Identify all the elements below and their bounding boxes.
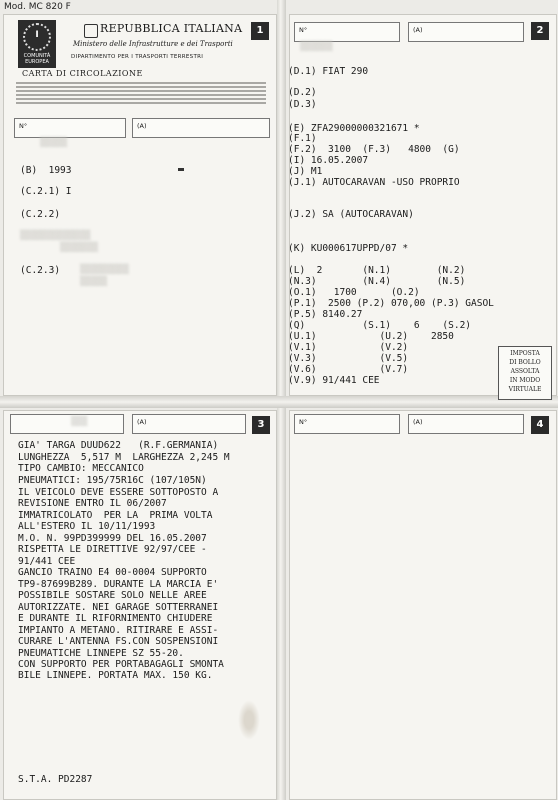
stamp-line-1: IMPOSTA bbox=[510, 350, 540, 357]
field-D1: (D.1) FIAT 290 bbox=[288, 66, 369, 77]
field-D2: (D.2) bbox=[288, 87, 317, 98]
redacted-text: ▒▒▒▒▒ bbox=[80, 277, 108, 287]
stamp-line-2: DI BOLLO bbox=[509, 359, 541, 366]
plate-box bbox=[132, 414, 246, 434]
note-line: CURARE L'ANTENNA FS.CON SOSPENSIONI bbox=[18, 636, 219, 647]
field-P1-P2-P3: (P.1) 2500 (P.2) 070,00 (P.3) GASOL bbox=[288, 298, 494, 309]
registration-number-box bbox=[10, 414, 124, 434]
redacted-text: ▒▒▒▒▒▒▒▒▒ bbox=[80, 265, 129, 275]
plate-box bbox=[408, 414, 524, 434]
note-line: CON SUPPORTO PER PORTABAGAGLI SMONTA bbox=[18, 659, 224, 670]
republic-emblem-icon bbox=[84, 24, 98, 38]
field-J: (J) M1 bbox=[288, 166, 323, 177]
field-C22: (C.2.2) bbox=[20, 209, 61, 220]
field-K: (K) KU000617UPPD/07 * bbox=[288, 243, 409, 254]
document-title: CARTA DI CIRCOLAZIONE bbox=[22, 69, 143, 78]
note-line: GIA' TARGA DUUD622 (R.F.GERMANIA) bbox=[18, 440, 219, 451]
note-line: RISPETTA LE DIRETTIVE 92/97/CEE - bbox=[18, 544, 207, 555]
note-line: IMMATRICOLATO PER LA PRIMA VOLTA bbox=[18, 510, 213, 521]
box-a-label: (A) bbox=[413, 26, 423, 34]
plate-box bbox=[408, 22, 524, 42]
redacted-text: ▒▒▒▒▒▒ bbox=[300, 42, 333, 52]
note-line: 91/441 CEE bbox=[18, 556, 76, 567]
stamp-line-5: VIRTUALE bbox=[508, 386, 542, 393]
field-L-N1-N2: (L) 2 (N.1) (N.2) bbox=[288, 265, 466, 276]
note-line: REVISIONE ENTRO IL 06/2007 bbox=[18, 498, 167, 509]
horizontal-fold bbox=[0, 396, 558, 408]
note-line: POSSIBILE SOSTARE SOLO NELLE AREE bbox=[18, 590, 207, 601]
field-J1: (J.1) AUTOCARAVAN -USO PROPRIO bbox=[288, 177, 460, 188]
redacted-text: ▒▒▒ bbox=[71, 417, 88, 427]
note-line: TIPO CAMBIO: MECCANICO bbox=[18, 463, 144, 474]
redacted-text: ▒▒▒▒▒▒▒ bbox=[60, 243, 98, 253]
box-a-label: (A) bbox=[137, 122, 147, 130]
note-line: AUTORIZZATE. NEI GARAGE SOTTERRANEI bbox=[18, 602, 219, 613]
department-title: DIPARTIMENTO PER I TRASPORTI TERRESTRI bbox=[71, 54, 204, 60]
panel-number-3: 3 bbox=[252, 416, 270, 434]
note-line: BILE LINNEPE. PORTATA MAX. 150 KG. bbox=[18, 670, 213, 681]
redacted-text: ▒▒▒▒▒ bbox=[40, 138, 68, 148]
note-line: IL VEICOLO DEVE ESSERE SOTTOPOSTO A bbox=[18, 487, 219, 498]
field-D3: (D.3) bbox=[288, 99, 317, 110]
field-U1-U2: (U.1) (U.2) 2850 bbox=[288, 331, 454, 342]
stamp-line-3: ASSOLTA bbox=[510, 368, 540, 375]
note-line: ALL'ESTERO IL 10/11/1993 bbox=[18, 521, 156, 532]
panel-4 bbox=[289, 410, 557, 800]
eu-label-line-1: COMUNITÀ bbox=[23, 53, 51, 59]
field-N3-N4-N5: (N.3) (N.4) (N.5) bbox=[288, 276, 466, 287]
panel-number-4: 4 bbox=[531, 416, 549, 434]
panel-number-2: 2 bbox=[531, 22, 549, 40]
note-line: LUNGHEZZA 5,517 M LARGHEZZA 2,245 M bbox=[18, 452, 230, 463]
note-line: PNEUMATICI: 195/75R16C (107/105N) bbox=[18, 475, 207, 486]
field-P5: (P.5) 8140.27 bbox=[288, 309, 363, 320]
box-a-label: (A) bbox=[137, 418, 147, 426]
eu-country-code: I bbox=[35, 30, 39, 40]
field-C23: (C.2.3) bbox=[20, 265, 61, 276]
form-code: Mod. MC 820 F bbox=[4, 2, 71, 12]
field-J2: (J.2) SA (AUTOCARAVAN) bbox=[288, 209, 414, 220]
box-no-label: N° bbox=[299, 418, 308, 426]
field-V1-V2: (V.1) (V.2) bbox=[288, 342, 409, 353]
field-C21: (C.2.1) I bbox=[20, 186, 72, 197]
field-V6-V7: (V.6) (V.7) bbox=[288, 364, 409, 375]
field-E: (E) ZFA29000000321671 * bbox=[288, 123, 420, 134]
plate-box bbox=[132, 118, 270, 138]
registration-number-box bbox=[14, 118, 126, 138]
legal-fine-print bbox=[16, 80, 266, 106]
field-O1-O2: (O.1) 1700 (O.2) bbox=[288, 287, 420, 298]
stamp-duty-seal bbox=[498, 346, 552, 400]
panel-number-1: 1 bbox=[251, 22, 269, 40]
field-V3-V5: (V.3) (V.5) bbox=[288, 353, 409, 364]
note-line: TP9-87699B289. DURANTE LA MARCIA E' bbox=[18, 579, 219, 590]
note-line: PNEUMATICHE LINNEPE SZ 55-20. bbox=[18, 648, 184, 659]
sta-code: S.T.A. PD2287 bbox=[18, 774, 93, 785]
eu-flag-icon bbox=[18, 20, 56, 68]
box-a-label: (A) bbox=[413, 418, 423, 426]
ministry-title: Ministero delle Infrastrutture e dei Trasporti bbox=[73, 40, 233, 48]
field-B: (B) 1993 bbox=[20, 165, 72, 176]
box-no-label: N° bbox=[19, 122, 28, 130]
field-I: (I) 16.05.2007 bbox=[288, 155, 369, 166]
note-line: E DURANTE IL RIFORNIMENTO CHIUDERE bbox=[18, 613, 213, 624]
registration-number-box bbox=[294, 414, 400, 434]
note-line: GANCIO TRAINO E4 00-0004 SUPPORTO bbox=[18, 567, 207, 578]
redacted-text: ▒▒▒▒▒▒▒▒▒▒▒▒▒ bbox=[20, 231, 91, 241]
field-Q-S1-S2: (Q) (S.1) 6 (S.2) bbox=[288, 320, 472, 331]
note-line: IMPIANTO A METANO. RITIRARE E ASSI- bbox=[18, 625, 219, 636]
registration-number-box bbox=[294, 22, 400, 42]
paper-scuff bbox=[238, 700, 260, 740]
note-line: M.O. N. 99PD399999 DEL 16.05.2007 bbox=[18, 533, 207, 544]
field-V9: (V.9) 91/441 CEE bbox=[288, 375, 380, 386]
republic-title: REPUBBLICA ITALIANA bbox=[100, 22, 243, 35]
field-F1: (F.1) bbox=[288, 133, 317, 144]
box-no-label: N° bbox=[299, 26, 308, 34]
ink-mark bbox=[178, 168, 184, 171]
eu-label-line-2: EUROPEA bbox=[25, 59, 49, 65]
stamp-line-4: IN MODO bbox=[509, 377, 541, 384]
field-F2-F3-G: (F.2) 3100 (F.3) 4800 (G) bbox=[288, 144, 460, 155]
